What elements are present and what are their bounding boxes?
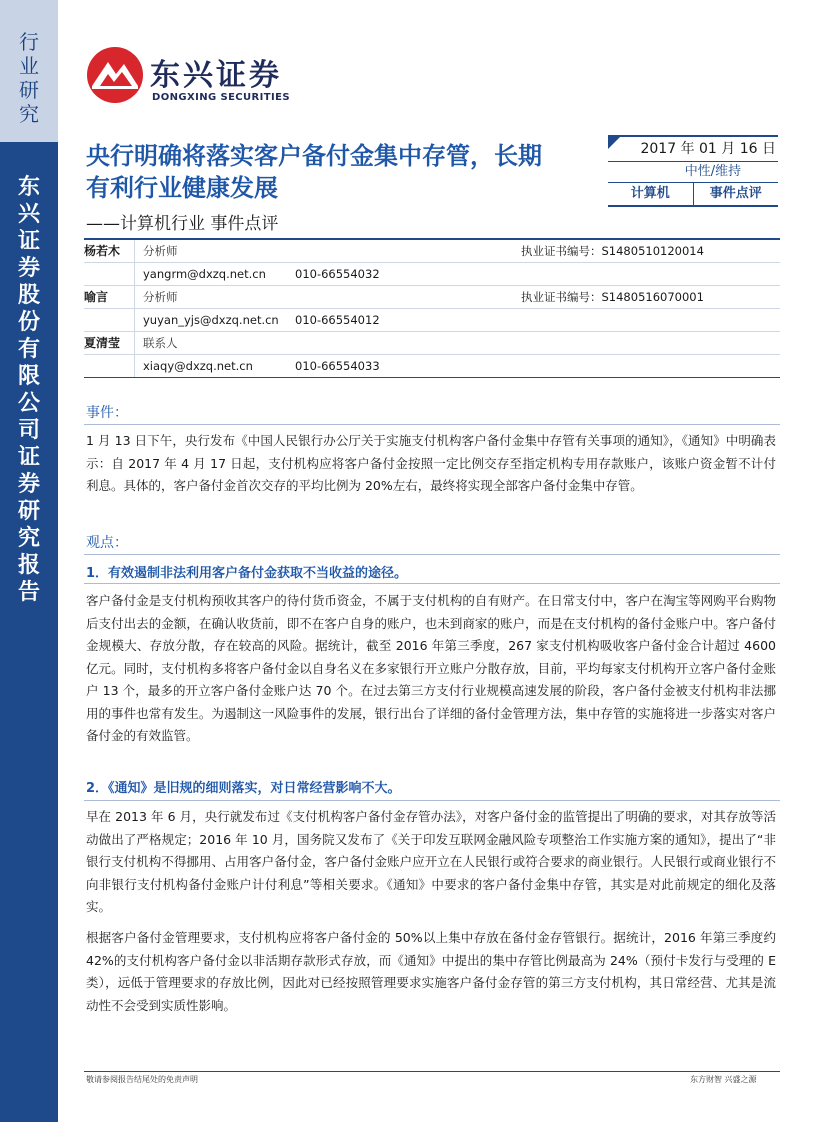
- license-label: 执业证书编号：: [521, 290, 602, 304]
- analyst-name-spacer: [84, 355, 134, 377]
- analyst-role: 分析师: [143, 244, 178, 258]
- analyst-contact-row: [84, 263, 780, 286]
- point-2-paragraph-2: 根据客户备付金管理要求，支付机构应将客户备付金的 50%以上集中存放在备付金存管银行。据统计，2016 年第三季度约 42%的支付机构客户备付金以非活期存款形式存放，而《通知》中提出的集中存管比例最高为 24%（预付卡发行与受理的 E 类），远低于管理要求的存放比例，因此对已经按照管理要求实施客户备付金存管的第三方支付机构，其日常经营、尤其是流动性不会受到实质性影响。: [86, 930, 776, 1013]
- analyst-contact-row: [84, 309, 780, 332]
- sidebar-category-panel: [0, 0, 58, 142]
- analyst-phone: 010-66554012: [295, 313, 380, 327]
- analyst-phone: 010-66554032: [295, 267, 380, 281]
- analyst-table: [84, 238, 780, 378]
- tag-type: 事件点评: [693, 183, 779, 205]
- analyst-phone: 010-66554033: [295, 359, 380, 373]
- tag-industry: 计算机: [630, 186, 670, 201]
- analyst-license: [521, 286, 704, 308]
- report-rating: 中性/维持: [608, 162, 778, 183]
- analyst-role-cell: [134, 286, 780, 308]
- analyst-email[interactable]: xiaqy@dxzq.net.cn: [143, 359, 253, 373]
- analyst-name: 杨若木: [84, 244, 121, 258]
- point-2-heading: 2．《通知》是旧规的细则落实，对日常经营影响不大。: [86, 781, 401, 796]
- report-title: 央行明确将落实客户备付金集中存管，长期有利行业健康发展: [86, 142, 542, 202]
- sidebar-company-label: 东 兴 证 券 股 份 有 限 公 司 证 券 研 究 报 告: [17, 175, 40, 605]
- analyst-email[interactable]: yangrm@dxzq.net.cn: [143, 267, 266, 281]
- report-date: 2017 年 01 月 16 日: [608, 135, 778, 162]
- divider: [84, 424, 780, 425]
- analyst-name-spacer: [84, 263, 134, 285]
- analyst-row: [84, 286, 780, 309]
- event-heading: 事件：: [86, 405, 128, 421]
- point-1-heading: 1．有效遏制非法利用客户备付金获取不当收益的途径。: [86, 566, 408, 581]
- sidebar-company-panel: [0, 142, 58, 1122]
- divider: [84, 800, 780, 801]
- logo-mark-icon: [86, 46, 144, 104]
- analyst-role-cell: [134, 240, 780, 262]
- analyst-row: [84, 240, 780, 263]
- license-label: 执业证书编号：: [521, 244, 602, 258]
- report-subtitle: ——计算机行业 事件点评: [86, 214, 279, 234]
- analyst-contact-row: [84, 355, 780, 377]
- event-paragraph: 1 月 13 日下午，央行发布《中国人民银行办公厅关于实施支付机构客户备付金集中存管有关事项的通知》，《通知》中明确表示：自 2017 年 4 月 17 日起，支付机构应将客户备付金按照一定比例交存至指定机构专用存款账户，该账户资金暂不计付利息。具体的，客户备付金首次交存的平均比例为 20%左右，最终将实现全部客户备付金集中存管。: [86, 433, 776, 493]
- logo-name-en: DONGXING SECURITIES: [152, 92, 290, 103]
- report-info-box: [608, 135, 778, 207]
- point-2-paragraph-1: 早在 2013 年 6 月，央行就发布过《支付机构客户备付金存管办法》，对客户备付金的监管提出了明确的要求，对其存放等活动做出了严格规定；2016 年 10 月，国务院又发布了《关于印发互联网金融风险专项整治工作实施方案的通知》，提出了“非银行支付机构不得挪用、占用客户备付金，客户备付金账户应开立在人民银行或符合要求的商业银行。人民银行或商业银行不向非银行支付机构备付金账户计付利息”等相关要求。《通知》中要求的客户备付金集中存管，其实是对此前规定的细化及落实。: [86, 809, 776, 914]
- company-logo: [86, 46, 316, 108]
- divider: [84, 554, 780, 555]
- analyst-role: 联系人: [143, 336, 178, 350]
- report-tags: [608, 183, 778, 207]
- view-heading: 观点：: [86, 535, 128, 551]
- analyst-name: 喻言: [84, 290, 109, 304]
- divider: [84, 583, 780, 584]
- analyst-contact-cell: [134, 309, 780, 331]
- analyst-name: 夏清莹: [84, 336, 121, 350]
- license-number: S1480516070001: [601, 290, 704, 304]
- logo-name-cn: 东兴证券: [150, 58, 282, 93]
- analyst-email[interactable]: yuyan_yjs@dxzq.net.cn: [143, 313, 279, 327]
- sidebar-category-label: 行 业 研 究: [19, 30, 39, 126]
- point-1-paragraph: 客户备付金是支付机构预收其客户的待付货币资金，不属于支付机构的自有财产。在日常支付中，客户在淘宝等网购平台购物后支付出去的金额，在确认收货前，即不在客户自身的账户，也未到商家的账户，而是在支付机构的备付金账户中。客户备付金规模大、存放分散，存在较高的风险。据统计，截至 2016 年第三季度，267 家支付机构吸收客户备付金合计超过 4600 亿元。同时，支付机构多将客户备付金以自身名义在多家银行开立账户分散存放，目前，平均每家支付机构开立客户备付金账户 13 个，最多的开立客户备付金账户达 70 个。在过去第三方支付行业规模高速发展的阶段，客户备付金被支付机构非法挪用的事件也常有发生。为遏制这一风险事件的发展，银行出台了详细的备付金管理方法，集中存管的实施将进一步落实对客户备付金的有效监管。: [86, 593, 776, 743]
- footer-divider: [84, 1071, 780, 1072]
- license-number: S1480510120014: [601, 244, 704, 258]
- analyst-contact-cell: [134, 263, 780, 285]
- analyst-row: [84, 332, 780, 355]
- analyst-role-cell: [134, 332, 780, 354]
- footer-slogan: 东方财智 兴盛之源: [690, 1075, 757, 1084]
- footer-disclaimer: 敬请参阅报告结尾处的免责声明: [86, 1075, 198, 1084]
- analyst-name-spacer: [84, 309, 134, 331]
- analyst-role: 分析师: [143, 290, 178, 304]
- analyst-contact-cell: [134, 355, 780, 377]
- analyst-license: [521, 240, 704, 262]
